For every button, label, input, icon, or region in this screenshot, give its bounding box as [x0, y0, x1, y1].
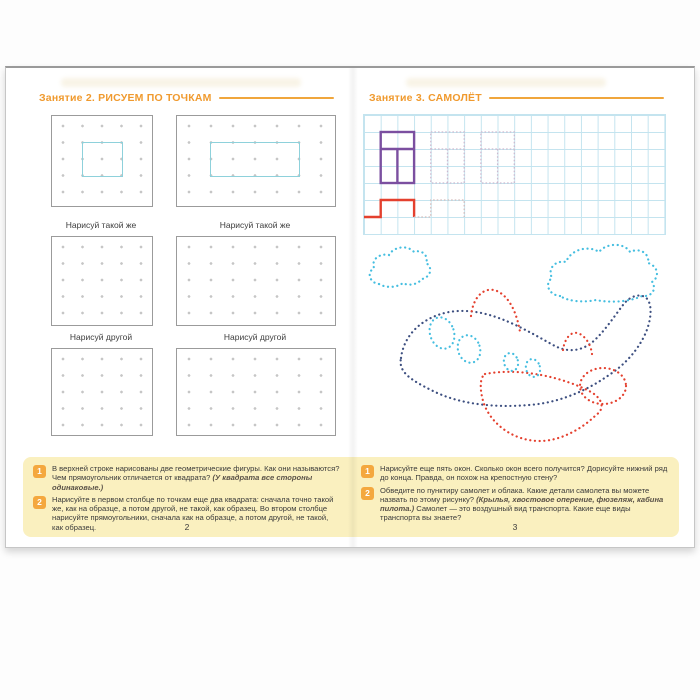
book-spread	[5, 66, 695, 548]
right-page-tasks	[351, 457, 679, 537]
airplane-fuselage	[401, 296, 651, 406]
page-gutter	[348, 68, 358, 547]
task-number-badge: 1	[33, 465, 46, 478]
sample-box-rectangle	[176, 115, 336, 207]
dotted-window-2	[481, 132, 514, 183]
airplane-wing	[481, 372, 602, 441]
red-battlement-line	[364, 200, 414, 217]
airplane-windows	[426, 314, 542, 378]
task-question: Нарисуйте еще пять окон. Сколько окон всего получится? Дорисуйте нижний ряд до конца. Правда, он похож на крепостную стену?	[380, 464, 668, 483]
task-item	[361, 464, 669, 483]
task-text	[52, 464, 341, 492]
grid-figures	[364, 115, 665, 234]
sample-rectangle-figure	[210, 142, 300, 177]
task-item	[33, 464, 341, 492]
copy-label-2: Нарисуй такой же	[219, 220, 291, 230]
practice-box-copy-square	[51, 236, 153, 326]
task-number-badge: 1	[361, 465, 374, 478]
copy-label-1: Нарисуй такой же	[65, 220, 137, 230]
task-answer: (Крылья, хвостовое оперение, фюзеляж, кабина пилота.)	[380, 494, 664, 514]
lesson3-header	[369, 91, 664, 105]
different-label-1: Нарисуй другой	[69, 332, 133, 342]
show-through-text-left	[61, 78, 301, 87]
lesson2-title: Занятие 2. РИСУЕМ ПО ТОЧКАМ	[39, 92, 212, 104]
left-page-tasks	[23, 457, 351, 537]
airplane-canopy	[471, 290, 520, 332]
practice-box-copy-rectangle	[176, 236, 336, 326]
task-question-tail: Самолет — это воздушный вид транспорта. Какие еще виды транспорта вы знаете?	[380, 504, 631, 523]
lesson3-title: Занятие 3. САМОЛЁТ	[369, 92, 482, 104]
page-number-right: 3	[512, 522, 518, 532]
dotted-battlement-line	[414, 200, 464, 217]
page-number-left: 2	[184, 522, 190, 532]
purple-window-figure	[381, 132, 414, 183]
task-answer: (У квадрата все стороны одинаковые.)	[52, 473, 313, 492]
sample-box-square	[51, 115, 153, 207]
task-number-badge: 2	[33, 496, 46, 509]
header-rule	[489, 97, 664, 99]
header-rule	[219, 97, 334, 99]
practice-box-other-square	[51, 348, 153, 436]
airplane-engine	[580, 368, 626, 404]
show-through-text-right	[406, 78, 606, 87]
task-number-badge: 2	[361, 487, 374, 500]
task-question: Нарисуйте в первом столбце по точкам еще два квадрата: сначала точно такой же, как на образце, а потом другой, не такой, как образец. Во втором столбце нарисуйте прямоугольники, сначала как на образце, а потом другой, не такой, как образец.	[52, 494, 334, 532]
dotted-airplane-picture	[363, 242, 685, 460]
cloud-large	[548, 245, 657, 302]
task-text	[380, 464, 669, 483]
practice-box-other-rectangle	[176, 348, 336, 436]
task-text	[380, 486, 669, 523]
task-item	[361, 486, 669, 523]
graph-paper-grid	[363, 114, 666, 235]
lesson2-header	[39, 91, 334, 105]
task-question: В верхней строке нарисованы две геометрические фигуры. Как они называются? Чем прямоугольник отличается от квадрата?	[52, 464, 340, 483]
cloud-small	[370, 247, 431, 286]
dotted-window-1	[431, 132, 464, 183]
different-label-2: Нарисуй другой	[223, 332, 287, 342]
sample-square-figure	[82, 142, 123, 177]
task-question: Обведите по пунктиру самолет и облака. Какие детали самолета вы можете назвать по этому рисунку?	[380, 485, 650, 504]
